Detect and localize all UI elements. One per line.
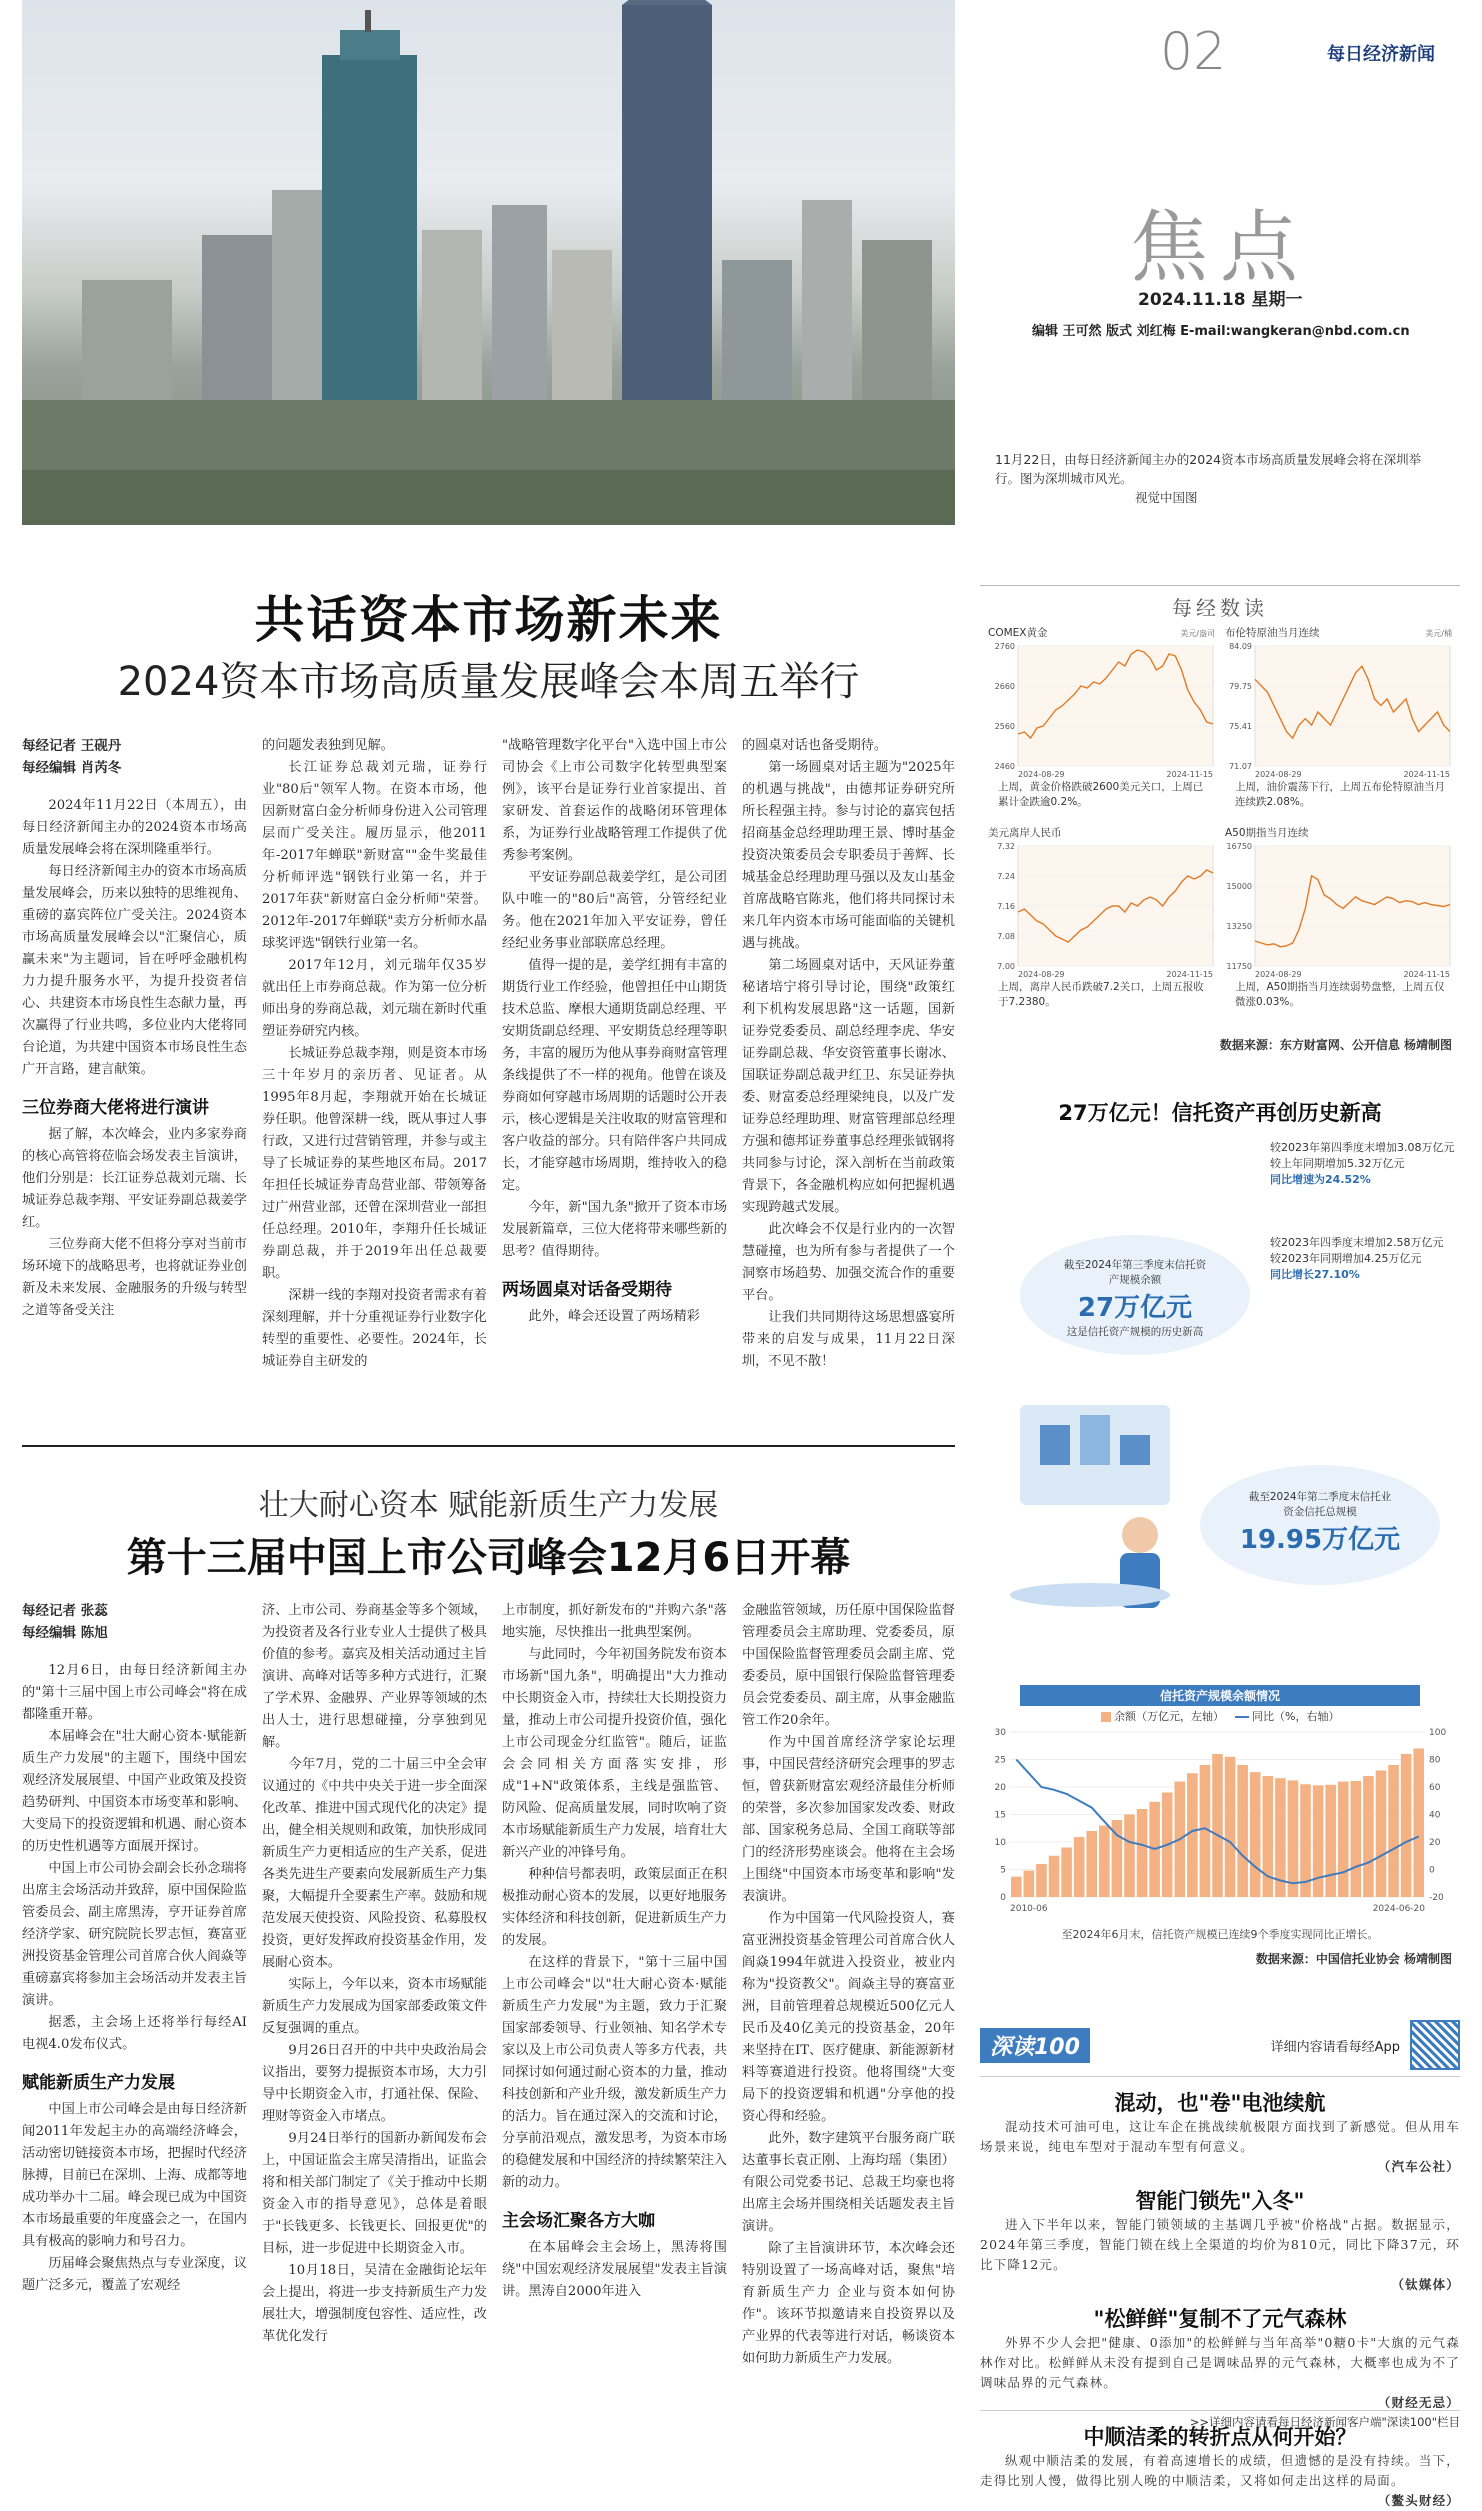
trust-ytick-right: 20 bbox=[1429, 1838, 1441, 1848]
mini-chart-ytick: 75.41 bbox=[1229, 722, 1252, 731]
paragraph: 2017年12月，刘元瑞年仅35岁就出任上市券商总裁。作为第一位分析师出身的券商总裁，刘元瑞在新时代重塑证券研究内核。 bbox=[262, 958, 487, 1039]
photo-caption bbox=[995, 450, 1445, 507]
mini-chart-ytick: 84.09 bbox=[1229, 642, 1252, 651]
deep-read-title[interactable]: "松鲜鲜"复制不了元气森林 bbox=[1093, 2307, 1347, 2331]
mini-chart-unit: 美元/桶 bbox=[1425, 629, 1452, 638]
article2-kicker: 壮大耐心资本 赋能新质生产力发展 bbox=[258, 1488, 719, 1523]
trust-cmp: 较2023年第四季度末增加3.08万亿元 bbox=[1270, 1141, 1455, 1154]
photo-credit: 视觉中国图 bbox=[1135, 490, 1198, 505]
paragraph: 长城证券总裁李翔，则是资本市场三十年岁月的亲历者、见证者。从1995年8月起，李翔就开始在长城证券任职。他曾深耕一线，既从事过人事行政，又进行过营销管理，并参与或主导了长城证券的某些地区布局。2017年担任长城证券青岛营业部、带领筹备过广州营业部，还曾在深圳营业一部担任总经理。2010年，李翔升任长城证券副总裁，并于2019年出任总裁要职。 bbox=[262, 1046, 487, 1281]
deep-read bbox=[980, 2020, 1460, 2508]
trust-cmp: 较2023年四季度末增加2.58万亿元 bbox=[1270, 1236, 1444, 1249]
paragraph: 的问题发表独到见解。 bbox=[262, 738, 394, 753]
article2-col2 bbox=[262, 1600, 487, 2348]
trust-bar bbox=[1388, 1765, 1399, 1897]
header-photo bbox=[22, 0, 955, 525]
article2-subhead-1: 赋能新质生产力发展 bbox=[22, 2073, 175, 2093]
mini-chart-ytick: 7.16 bbox=[997, 902, 1015, 911]
article1-subheadline: 2024资本市场高质量发展峰会本周五举行 bbox=[117, 659, 860, 705]
deep-read-item[interactable] bbox=[980, 2421, 1460, 2511]
mini-chart-description bbox=[1225, 980, 1450, 1022]
mini-chart-description-text: 上周，A50期指当月连续弱势盘整，上周五仅微涨0.03%。 bbox=[1235, 981, 1445, 1008]
article1-col3 bbox=[502, 735, 727, 1328]
trust-q2-bubble bbox=[1200, 1465, 1440, 1585]
mini-chart-description-text: 上周，油价震荡下行，上周五布伦特原油当月连续跌2.08%。 bbox=[1235, 781, 1445, 808]
issue-date: 2024.11.18 星期一 bbox=[1138, 290, 1303, 310]
article1-col2 bbox=[262, 735, 487, 1373]
mini-chart-ytick: 15000 bbox=[1226, 882, 1252, 891]
trust-chart-note: 至2024年6月末，信托资产规模已连续9个季度实现同比正增长。 bbox=[1061, 1928, 1379, 1941]
deep-read-title[interactable]: 中顺洁柔的转折点从何开始？ bbox=[1083, 2425, 1357, 2449]
trust-q2-label: 截至2024年第二季度末信托业资金信托总规模 bbox=[1248, 1491, 1392, 1518]
trust-ytick-left: 5 bbox=[1000, 1865, 1006, 1876]
mini-chart-xtick: 2024-08-29 bbox=[1255, 970, 1302, 979]
article1-col4 bbox=[742, 735, 955, 1373]
data-box-title: 每经数读 bbox=[1172, 596, 1268, 620]
paragraph: 第一场圆桌对话主题为"2025年的机遇与挑战"，由德邦证券研究所所长程强主持。参与讨论的嘉宾包括招商基金总经理助理王景、博时基金投资决策委员会专职委员于善辉、长城基金总经理助理马强以及友山基金首席战略官陈兆，他们将共同探讨未来几年内资本市场可能面临的关键机遇与挑战。 bbox=[742, 760, 955, 951]
mini-chart-ytick: 13250 bbox=[1226, 922, 1252, 931]
paragraph: "战略管理数字化平台"入选中国上市公司协会《上市公司数字化转型典型案例》，该平台是证券行业首家提出、首家研发、首套运作的战略闭环管理体系，为证券行业战略管理工作提供了优秀参考案例。 bbox=[502, 738, 727, 863]
deep-read-more[interactable]: 详细内容请看每经App bbox=[1270, 2039, 1400, 2055]
trust-bar bbox=[1086, 1831, 1097, 1897]
mini-chart-ytick: 2560 bbox=[994, 722, 1015, 731]
paragraph: 据了解，本次峰会，业内多家券商的核心高管将莅临会场发表主旨演讲，他们分别是：长江证券总裁刘元瑞、长城证券总裁李翔、平安证券副总裁姜学红。 bbox=[22, 1127, 247, 1230]
article2-reporter: 每经记者 张蕊 bbox=[22, 1603, 108, 1619]
legend-swatch-line bbox=[1235, 1716, 1249, 1718]
deep-read-title[interactable]: 智能门锁先"入冬" bbox=[1135, 2189, 1305, 2213]
trust-ytick-left: 20 bbox=[994, 1783, 1006, 1793]
paragraph: 让我们共同期待这场思想盛宴所带来的启发与成果，11月22日深圳，不见不散！ bbox=[742, 1310, 955, 1369]
trust-bar bbox=[1401, 1754, 1412, 1897]
trust-bar bbox=[1187, 1773, 1198, 1897]
trust-bar bbox=[1212, 1754, 1223, 1897]
trust-q3-note: 这是信托资产规模的历史新高 bbox=[1066, 1326, 1204, 1338]
data-box-source: 数据来源：东方财富网、公开信息 杨靖制图 bbox=[1219, 1038, 1452, 1052]
trust-bar bbox=[1061, 1848, 1072, 1898]
trust-ytick-right: -20 bbox=[1429, 1893, 1444, 1903]
legend-bar-label: 余额（万亿元，左轴） bbox=[1114, 1710, 1225, 1723]
trust-bar bbox=[1288, 1780, 1299, 1897]
legend-swatch-bar bbox=[1101, 1712, 1111, 1722]
paragraph: 在这样的背景下，"第十三届中国上市公司峰会"以"壮大耐心资本·赋能新质生产力发展"为主题，致力于汇聚国家部委领导、行业领袖、知名学术专家以及上市公司负责人等多方代表，共同探讨如何通过耐心资本的力量，推动科技创新和产业升级，激发新质生产力的活力。旨在通过深入的交流和讨论，分享前沿观点，激发思考，为资本市场的稳健发展和中国经济的持续繁荣注入新的动力。 bbox=[502, 1955, 727, 2190]
article2-headline: 第十三届中国上市公司峰会12月6日开幕 bbox=[126, 1535, 851, 1581]
paragraph: 深耕一线的李翔对投资者需求有着深刻理解，并十分重视证券行业数字化转型的重要性、必要性。2024年，长城证券自主研发的 bbox=[262, 1288, 487, 1369]
deep-read-item[interactable] bbox=[980, 2185, 1460, 2295]
paragraph: 今年，新"国九条"掀开了资本市场发展新篇章，三位大佬将带来哪些新的思考？值得期待。 bbox=[502, 1200, 727, 1259]
trust-q3-value: 27万亿元 bbox=[1077, 1293, 1193, 1323]
paragraph: 除了主旨演讲环节，本次峰会还特别设置了一场高峰对话，聚焦"培育新质生产力 企业与资本如何协作"。该环节拟邀请来自投资界以及产业界的代表等进行对话，畅谈资本如何助力新质生产力发展。 bbox=[742, 2241, 955, 2366]
deep-read-body: 进入下半年以来，智能门锁领域的主基调几乎被"价格战"占据。数据显示，2024年第三季度，智能门锁在线上全渠道的均价为810元，同比下降37元，环比下降12元。 （钛媒体） bbox=[980, 2215, 1460, 2295]
mini-chart-ytick: 2760 bbox=[994, 642, 1015, 651]
trust-bar bbox=[1338, 1782, 1349, 1898]
mini-chart-ytick: 16750 bbox=[1226, 842, 1252, 851]
masthead: 每日经济新闻 bbox=[1327, 44, 1435, 65]
trust-bar bbox=[1363, 1776, 1374, 1897]
paragraph: 9月26日召开的中共中央政治局会议指出，要努力提振资本市场，大力引导中长期资金入市，打通社保、保险、理财等资金入市堵点。 bbox=[262, 2043, 487, 2124]
section-title: 焦点 bbox=[1130, 203, 1311, 293]
mini-chart-ytick: 7.08 bbox=[997, 932, 1015, 941]
mini-chart-description bbox=[1225, 780, 1450, 822]
trust-ytick-left: 15 bbox=[994, 1810, 1006, 1821]
trust-bar bbox=[1413, 1749, 1424, 1898]
mini-chart-xtick: 2024-08-29 bbox=[1255, 770, 1302, 779]
paragraph: 与此同时，今年初国务院发布资本市场新"国九条"，明确提出"大力推动中长期资金入市，持续壮大长期投资力量，推动上市公司提升投资价值，强化上市公司现金分红监管"。随后，证监会会同相关方面落实安排，形成"1+N"政策体系，主线是强监管、防风险、促高质量发展，同时吹响了资本市场赋能新质生产力发展，培育壮大新兴产业的冲锋号角。 bbox=[502, 1647, 727, 1860]
divider-rule bbox=[22, 1445, 955, 1447]
mini-chart-ytick: 7.00 bbox=[997, 962, 1015, 971]
trust-bar bbox=[1225, 1757, 1236, 1897]
article1-subhead-1: 三位券商大佬将进行演讲 bbox=[22, 1098, 209, 1118]
mini-charts bbox=[980, 626, 1460, 1026]
article2-col4 bbox=[742, 1600, 955, 2370]
trust-cmp: 同比增长27.10% bbox=[1270, 1268, 1360, 1281]
photo-caption-text: 11月22日，由每日经济新闻主办的2024资本市场高质量发展峰会将在深圳举行。图为深圳城市风光。 bbox=[995, 452, 1422, 486]
mini-chart-ytick: 11750 bbox=[1226, 962, 1252, 971]
trust-q3-bubble bbox=[1020, 1235, 1250, 1355]
article2-editor: 每经编辑 陈旭 bbox=[22, 1625, 108, 1641]
article2-col1 bbox=[22, 1600, 247, 2297]
trust-bar bbox=[1250, 1772, 1261, 1897]
trust-cmp: 较上年同期增加5.32万亿元 bbox=[1270, 1157, 1405, 1170]
paragraph: 作为中国第一代风险投资人，赛富亚洲投资基金管理公司首席合伙人阎焱1994年就进入投资业，被业内称为"投资教父"。阎焱主导的赛富亚洲，目前管理着总规模近500亿元人民币及40亿美元的投资基金，20年来坚持在IT、医疗健康、新能源新材料等赛道进行投资。他将围绕"大变局下的投资逻辑和机遇"分享他的投资心得和经验。 bbox=[742, 1911, 955, 2124]
trust-chart-panel bbox=[980, 1685, 1460, 2015]
trust-bar bbox=[1237, 1765, 1248, 1897]
trust-bar bbox=[1099, 1826, 1110, 1898]
article1-col1 bbox=[22, 735, 247, 1322]
mini-chart-xtick: 2024-08-29 bbox=[1018, 970, 1065, 979]
trust-bar bbox=[1124, 1815, 1135, 1898]
mini-chart-ytick: 2460 bbox=[994, 762, 1015, 771]
trust-ytick-right: 60 bbox=[1429, 1783, 1441, 1793]
mini-chart-unit: 美元/盎司 bbox=[1180, 629, 1215, 638]
trust-bar bbox=[1263, 1776, 1274, 1897]
trust-ytick-right: 80 bbox=[1429, 1755, 1441, 1766]
mini-chart-xtick: 2024-08-29 bbox=[1018, 770, 1065, 779]
trust-ytick-right: 40 bbox=[1429, 1810, 1441, 1821]
legend-line-label: 同比（%，右轴） bbox=[1252, 1710, 1340, 1723]
trust-legend bbox=[980, 1708, 1460, 1724]
trust-chart bbox=[980, 1724, 1460, 1924]
mini-chart-title: 布伦特原油当月连续 bbox=[1225, 627, 1320, 639]
mini-chart-plot-area bbox=[1018, 646, 1213, 766]
mini-chart-ytick: 2660 bbox=[994, 682, 1015, 691]
paragraph: 济、上市公司、券商基金等多个领域，为投资者及各行业专业人士提供了极具价值的参考。嘉宾及相关活动通过主旨演讲、高峰对话等多种方式进行，汇聚了学术界、金融界、产业界等领域的杰出人士，进行思想碰撞，分享独到见解。 bbox=[262, 1603, 487, 1750]
trust-ytick-right: 0 bbox=[1429, 1865, 1435, 1876]
trust-comparisons-1 bbox=[1270, 1140, 1455, 1188]
paragraph: 种种信号都表明，政策层面正在积极推动耐心资本的发展，以更好地服务实体经济和科技创新，促进新质生产力的发展。 bbox=[502, 1867, 727, 1948]
mini-chart-title: COMEX黄金 bbox=[988, 627, 1048, 639]
trust-ytick-right: 100 bbox=[1429, 1728, 1447, 1738]
paragraph: 10月18日，吴清在金融街论坛年会上提出，将进一步支持新质生产力发展壮大，增强制度包容性、适应性，改革优化发行 bbox=[262, 2263, 487, 2344]
paragraph: 上市制度，抓好新发布的"并购六条"落地实施，尽快推出一批典型案例。 bbox=[502, 1603, 727, 1640]
paragraph: 的圆桌对话也备受期待。 bbox=[742, 738, 888, 753]
deep-read-source: （财经无忌） bbox=[1377, 2395, 1460, 2410]
paragraph: 12月6日，由每日经济新闻主办的"第十三届中国上市公司峰会"将在成都隆重开幕。 bbox=[22, 1663, 247, 1722]
trust-title: 27万亿元！信托资产再创历史新高 bbox=[1058, 1101, 1382, 1125]
paragraph: 三位券商大佬不但将分享对当前市场环境下的战略思考，也将就证券业创新及未来发展、金融服务的升级与转型之道等备受关注 bbox=[22, 1237, 247, 1318]
deep-read-header bbox=[980, 2020, 1460, 2077]
article2-subhead-2: 主会场汇聚各方大咖 bbox=[502, 2211, 655, 2231]
paragraph: 每日经济新闻主办的资本市场高质量发展峰会，历来以独特的思维视角、重磅的嘉宾阵位广受关注。2024资本市场高质量发展峰会以"汇聚信心，质赢未来"为主题词，旨在呼呼金融机构力力提升服务水平，为提升投资者信心、共建资本市场良性生态献力量，再次赢得了行业共鸣，多位业内大佬将同台论道，为共建中国资本市场良性生态广开言路，建言献策。 bbox=[22, 864, 247, 1077]
trust-infographic bbox=[980, 1085, 1460, 1665]
trust-bar bbox=[1049, 1856, 1060, 1897]
article2-col3 bbox=[502, 1600, 727, 2303]
mini-chart-title: 美元离岸人民币 bbox=[988, 827, 1062, 839]
paragraph: 金融监管领域，历任原中国保险监督管理委员会主席助理、党委委员，原中国保险监督管理委员会副主席、党委委员，原中国银行保险监督管理委员会党委委员、副主席，从事金融监管工作20余年。 bbox=[742, 1603, 955, 1728]
mini-chart-title: A50期指当月连续 bbox=[1225, 827, 1309, 839]
mini-chart-description-text: 上周，黄金价格跌破2600美元关口，上周已累计金跌逾0.2%。 bbox=[998, 781, 1204, 808]
trust-bar bbox=[1376, 1771, 1387, 1898]
paragraph: 中国上市公司协会副会长孙念瑞将出席主会场活动并致辞，原中国保险监管委员会、副主席黑涛，亨开证券首席经济学家、研究院院长罗志恒，赛富亚洲投资基金管理公司首席合伙人阎焱等重磅嘉宾将参加主会场活动并发表主旨演讲。 bbox=[22, 1861, 247, 2008]
mini-chart-plot-area bbox=[1255, 846, 1450, 966]
trust-comparisons-2 bbox=[1270, 1235, 1455, 1283]
paragraph: 今年7月，党的二十届三中全会审议通过的《中共中央关于进一步全面深化改革、推进中国式现代化的决定》提出，健全相关规则和政策，加快形成同新质生产力更相适应的生产关系，促进各类先进生产要素向发展新质生产力集聚，大幅提升全要素生产率。鼓励和规范发展天使投资、风险投资、私募股权投资，更好发挥政府投资基金作用，发展耐心资本。 bbox=[262, 1757, 487, 1970]
paragraph: 本届峰会在"壮大耐心资本·赋能新质生产力发展"的主题下，围绕中国宏观经济发展展望、中国产业政策及投资趋势研判、中国资本市场变革和影响、大变局下的投资逻辑和机遇、耐心资本的历史性机遇等方面展开探讨。 bbox=[22, 1729, 247, 1854]
article1-headline: 共话资本市场新未来 bbox=[254, 591, 723, 649]
paragraph: 历届峰会聚焦热点与专业深度，议题广泛多元，覆盖了宏观经 bbox=[22, 2256, 247, 2293]
trust-bar bbox=[1074, 1837, 1085, 1897]
paragraph: 在本届峰会主会场上，黑涛将围绕"中国宏观经济发展展望"发表主旨演讲。黑涛自2000年进入 bbox=[502, 2240, 727, 2299]
trust-source: 数据来源：中国信托业协会 杨靖制图 bbox=[1255, 1952, 1452, 1966]
trust-bar bbox=[1137, 1809, 1148, 1897]
trust-ytick-left: 25 bbox=[994, 1755, 1006, 1766]
mini-chart-ytick: 79.75 bbox=[1229, 682, 1252, 691]
paragraph: 值得一提的是，姜学红拥有丰富的期货行业工作经验，他曾担任中山期货技术总监、摩根大通期货副总经理、平安期货副总经理、平安期货总经理等职务，丰富的履历为他从事券商财富管理条线提供了不一样的视角。他曾在谈及券商如何穿越市场周期的话题时公开表示，核心逻辑是关注收取的财富管理和客户收益的部分。只有陪伴客户共同成长，才能穿越市场周期，维持收入的稳定。 bbox=[502, 958, 727, 1193]
mini-chart-xtick: 2024-11-15 bbox=[1166, 770, 1213, 779]
deep-read-body: 外界不少人会把"健康、0添加"的松鲜鲜与当年高举"0糖0卡"大旗的元气森林作对比。松鲜鲜从未没有提到自己是调味品界的元气森林，大概率也成为不了调味品界的元气森林。 （财经无忌） bbox=[980, 2333, 1460, 2413]
mini-chart-xtick: 2024-11-15 bbox=[1166, 970, 1213, 979]
mini-chart-description bbox=[988, 980, 1213, 1022]
trust-chart-title: 信托资产规模余额情况 bbox=[1020, 1685, 1420, 1706]
editors-line: 编辑 王可然 版式 刘红梅 E-mail:wangkeran@nbd.com.cn bbox=[1032, 324, 1410, 339]
deep-read-source: （钛媒体） bbox=[1391, 2277, 1460, 2292]
deep-read-logo: 深读100 bbox=[980, 2028, 1090, 2063]
data-box bbox=[980, 585, 1460, 1060]
mini-chart-ytick: 7.32 bbox=[997, 842, 1015, 851]
article1-editor: 每经编辑 肖芮冬 bbox=[22, 760, 122, 776]
trust-bar bbox=[1024, 1871, 1035, 1897]
trust-xtick: 2010-06 bbox=[1010, 1904, 1048, 1914]
paragraph: 平安证券副总裁姜学红，是公司团队中唯一的"80后"高管，分管经纪业务。他在2021年加入平安证券，曾任经纪业务事业部联席总经理。 bbox=[502, 870, 727, 951]
deep-read-source: （汽车公社） bbox=[1377, 2159, 1460, 2174]
paragraph: 据悉，主会场上还将举行每经AI电视4.0发布仪式。 bbox=[22, 2015, 247, 2052]
paragraph: 此外，数字建筑平台服务商广联达董事长袁正刚、上海均瑶（集团）有限公司党委书记、总裁王均豪也将出席主会场并围绕相关话题发表主旨演讲。 bbox=[742, 2131, 955, 2234]
mini-chart-xtick: 2024-11-15 bbox=[1403, 770, 1450, 779]
deep-read-item[interactable] bbox=[980, 2303, 1460, 2413]
paragraph: 中国上市公司峰会是由每日经济新闻2011年发起主办的高端经济峰会，活动密切链接资本市场，把握时代经济脉搏，目前已在深圳、上海、成都等地成功举办十二届。峰会现已成为中国资本市场最重要的年度盛会之一，在国内具有极高的影响力和号召力。 bbox=[22, 2102, 247, 2249]
trust-cmp: 同比增速为24.52% bbox=[1270, 1173, 1371, 1186]
paragraph: 作为中国首席经济学家论坛理事，中国民营经济研究会理事的罗志恒，曾获新财富宏观经济最佳分析师的荣誉，多次参加国家发改委、财政部、国家税务总局、全国工商联等部门的经济形势座谈会。他将在主会场上围绕"中国资本市场变革和影响"发表演讲。 bbox=[742, 1735, 955, 1904]
mini-chart-ytick: 71.07 bbox=[1229, 762, 1252, 771]
page-number: 02 bbox=[1160, 22, 1227, 82]
deep-read-item[interactable] bbox=[980, 2087, 1460, 2177]
paragraph: 此外，峰会还设置了两场精彩 bbox=[528, 1309, 700, 1324]
paragraph: 9月24日举行的国新办新闻发布会上，中国证监会主席吴清指出，证监会将和相关部门制定了《关于推动中长期资金入市的指导意见》，总体是着眼于"长钱更多、长钱更长、回报更优"的目标，进一步促进中长期资金入市。 bbox=[262, 2131, 487, 2256]
trust-bar bbox=[1011, 1877, 1022, 1897]
trust-bar bbox=[1036, 1864, 1047, 1897]
trust-ytick-left: 30 bbox=[994, 1728, 1006, 1738]
mini-chart-xtick: 2024-11-15 bbox=[1403, 970, 1450, 979]
trust-cmp: 较2023年同期增加4.25万亿元 bbox=[1270, 1252, 1422, 1265]
trust-ytick-left: 0 bbox=[1000, 1893, 1006, 1903]
deep-read-source: （鳌头财经） bbox=[1377, 2493, 1460, 2508]
deep-read-footer[interactable]: >>详细内容请看每日经济新闻客户端"深读100"栏目 bbox=[980, 2410, 1460, 2430]
trust-ytick-left: 10 bbox=[994, 1838, 1006, 1848]
city-skyline-image bbox=[22, 0, 955, 525]
article1-subhead-2: 两场圆桌对话备受期待 bbox=[502, 1280, 672, 1300]
paragraph: 此次峰会不仅是行业内的一次智慧碰撞，也为所有参与者提供了一个洞察市场趋势、加强交流合作的重要平台。 bbox=[742, 1222, 955, 1303]
paragraph: 2024年11月22日（本周五），由每日经济新闻主办的2024资本市场高质量发展峰会将在深圳隆重举行。 bbox=[22, 798, 247, 857]
trust-q2-value: 19.95万亿元 bbox=[1239, 1525, 1401, 1555]
trust-bar bbox=[1325, 1785, 1336, 1897]
trust-illustration bbox=[1000, 1365, 1200, 1615]
deep-read-title[interactable]: 混动，也"卷"电池续航 bbox=[1114, 2091, 1326, 2115]
trust-bar bbox=[1351, 1781, 1362, 1897]
deep-read-body: 纵观中顺洁柔的发展，有着高速增长的成绩，但遗憾的是没有持续。当下，走得比别人慢，做得比别人晚的中顺洁柔，又将如何走出这样的局面。 （鳌头财经） bbox=[980, 2451, 1460, 2511]
article1-reporter: 每经记者 王砚丹 bbox=[22, 738, 122, 754]
deep-read-body: 混动技术可油可电，这让车企在挑战续航极限方面找到了新感觉。但从用车场景来说，纯电车型对于混动车型有何意义。 （汽车公社） bbox=[980, 2117, 1460, 2177]
mini-chart-description-text: 上周，离岸人民币跌破7.2关口，上周五报收于7.2380。 bbox=[998, 981, 1204, 1008]
mini-chart-plot-area bbox=[1255, 646, 1450, 766]
paragraph: 实际上，今年以来，资本市场赋能新质生产力发展成为国家部委政策文件反复强调的重点。 bbox=[262, 1977, 487, 2036]
paragraph: 长江证券总裁刘元瑞，证券行业"80后"领军人物。在资本市场，他因新财富白金分析师身份进入公司管理层而广受关注。履历显示，他2011年-2017年蝉联"新财富""金牛奖最佳分析师评选"钢铁行业第一名，并于2017年获"新财富白金分析师"荣誉。2012年-2017年蝉联"卖方分析师水晶球奖评选"钢铁行业第一名。 bbox=[262, 760, 487, 951]
qr-code-icon[interactable] bbox=[1410, 2020, 1460, 2070]
trust-xtick: 2024-06-20 bbox=[1372, 1904, 1425, 1914]
trust-q3-label: 截至2024年第三季度末信托资产规模余额 bbox=[1063, 1259, 1207, 1286]
mini-chart-description bbox=[988, 780, 1213, 822]
paragraph: 第二场圆桌对话中，天风证券董秘诸培宁将引导讨论，围绕"政策红利下机构发展思路"这一话题，国新证券党委委员、副总经理李虎、华安证券副总裁、华安资管董事长谢冰、国联证券副总裁尹红卫、东吴证券执委、财富委总经理梁纯良，以及广发证券总经理助理、财富管理部总经理方强和德邦证券董事总经理张钺钢将共同参与讨论，深入剖析在当前政策背景下，各金融机构应如何把握机遇实现跨越式发展。 bbox=[742, 958, 955, 1215]
mini-chart-ytick: 7.24 bbox=[997, 872, 1015, 881]
trust-bar bbox=[1313, 1785, 1324, 1897]
